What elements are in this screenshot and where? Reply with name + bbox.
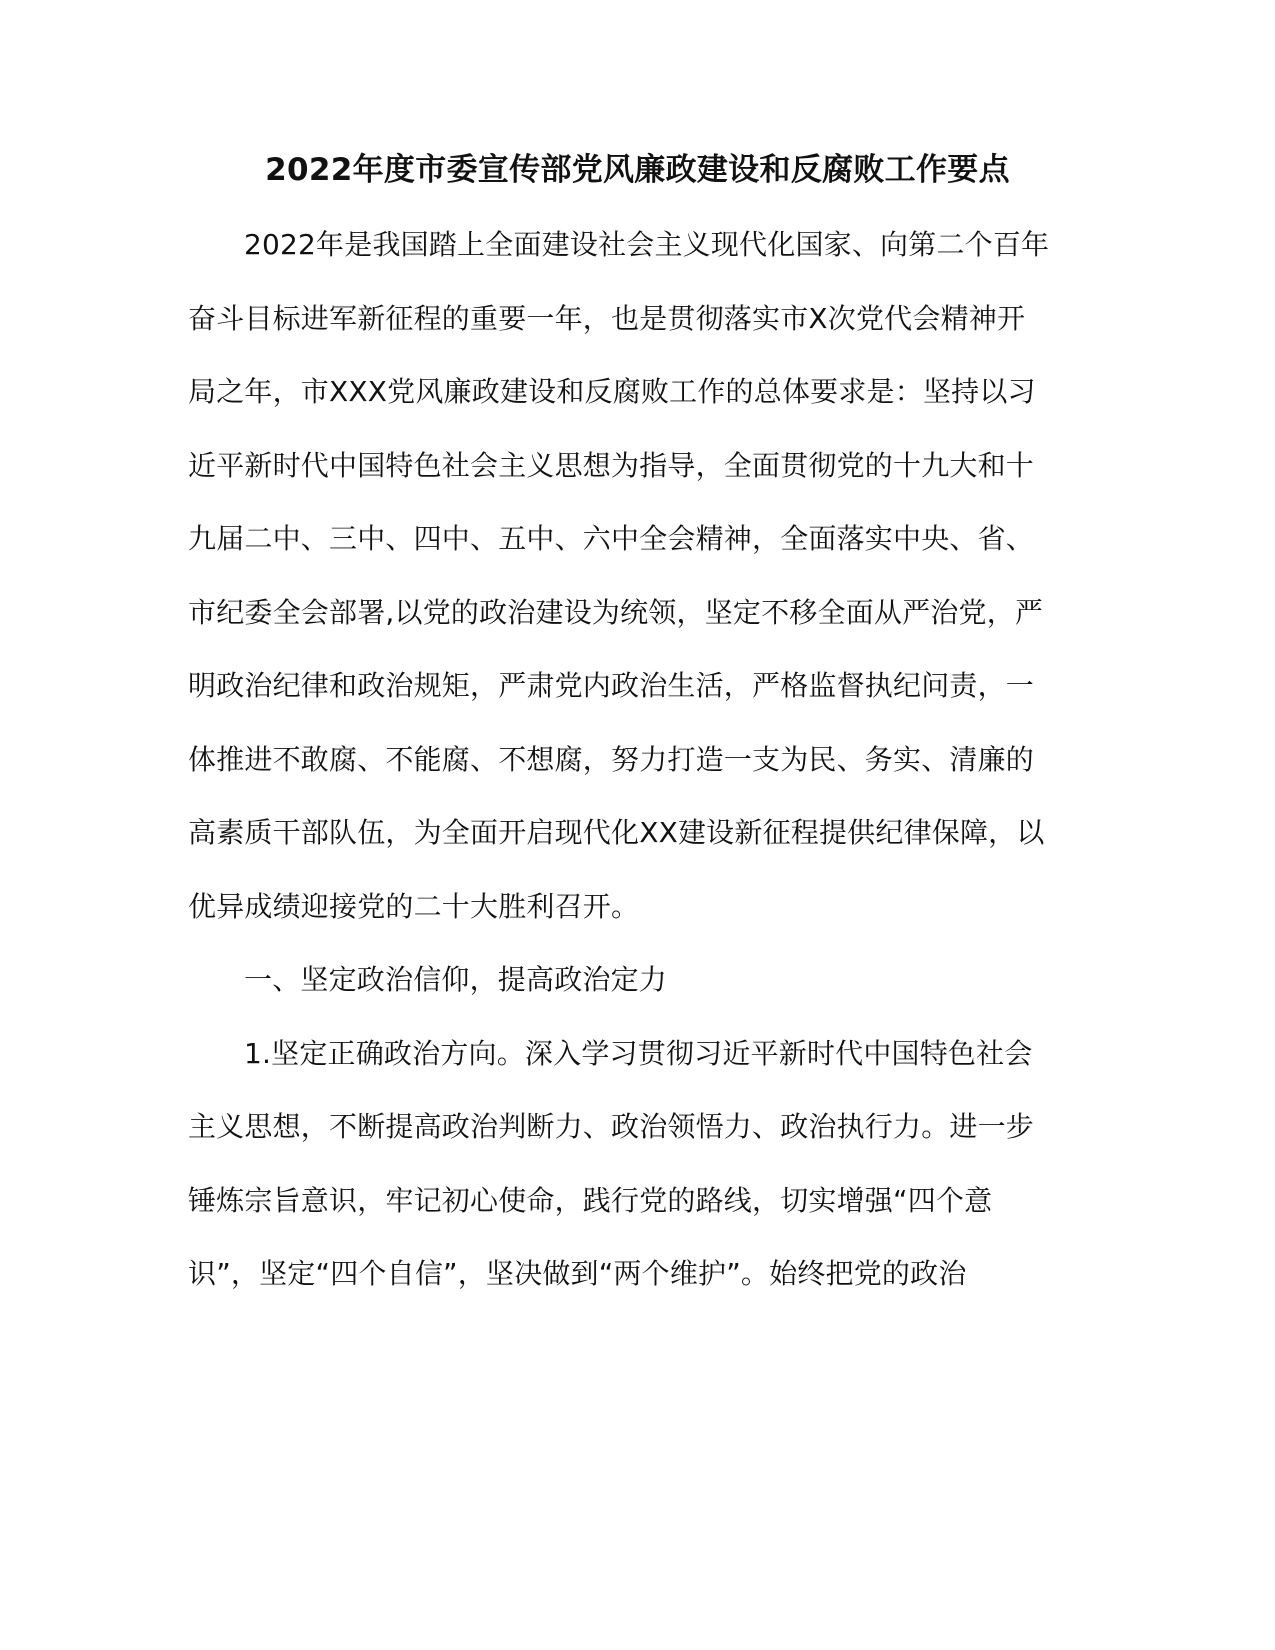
- paragraph-line: 体推进不敢腐、不能腐、不想腐，努力打造一支为民、务实、清廉的: [188, 743, 1035, 776]
- paragraph-line: 高素质干部队伍，为全面开启现代化XX建设新征程提供纪律保障，以: [188, 816, 1045, 849]
- paragraph-line: 奋斗目标进军新征程的重要一年，也是贯彻落实市X次党代会精神开: [188, 302, 1026, 335]
- paragraph-line: 近平新时代中国特色社会主义思想为指导，全面贯彻党的十九大和十: [188, 449, 1035, 482]
- paragraph-line: 明政治纪律和政治规矩，严肃党内政治生活，严格监督执纪问责，一: [188, 669, 1035, 702]
- paragraph-line: 2022年是我国踏上全面建设社会主义现代化国家、向第二个百年: [244, 228, 1050, 261]
- paragraph-line: 九届二中、三中、四中、五中、六中全会精神，全面落实中央、省、: [188, 522, 1035, 555]
- paragraph-line: 识”，坚定“四个自信”，坚决做到“两个维护”。始终把党的政治: [188, 1257, 967, 1290]
- paragraph-line: 局之年，市XXX党风廉政建设和反腐败工作的总体要求是：坚持以习: [188, 375, 1036, 408]
- paragraph-line: 主义思想，不断提高政治判断力、政治领悟力、政治执行力。进一步: [188, 1110, 1035, 1143]
- paragraph-line: 优异成绩迎接党的二十大胜利召开。: [188, 890, 640, 923]
- paragraph-line: 锤炼宗旨意识，牢记初心使命，践行党的路线，切实增强“四个意: [188, 1184, 993, 1217]
- section-heading: 一、坚定政治信仰，提高政治定力: [244, 963, 668, 996]
- document-title: 2022年度市委宣传部党风廉政建设和反腐败工作要点: [265, 152, 1010, 188]
- paragraph-line: 1.坚定正确政治方向。深入学习贯彻习近平新时代中国特色社会: [244, 1037, 1033, 1070]
- paragraph-line: 市纪委全会部署,以党的政治建设为统领，坚定不移全面从严治党，严: [188, 596, 1044, 629]
